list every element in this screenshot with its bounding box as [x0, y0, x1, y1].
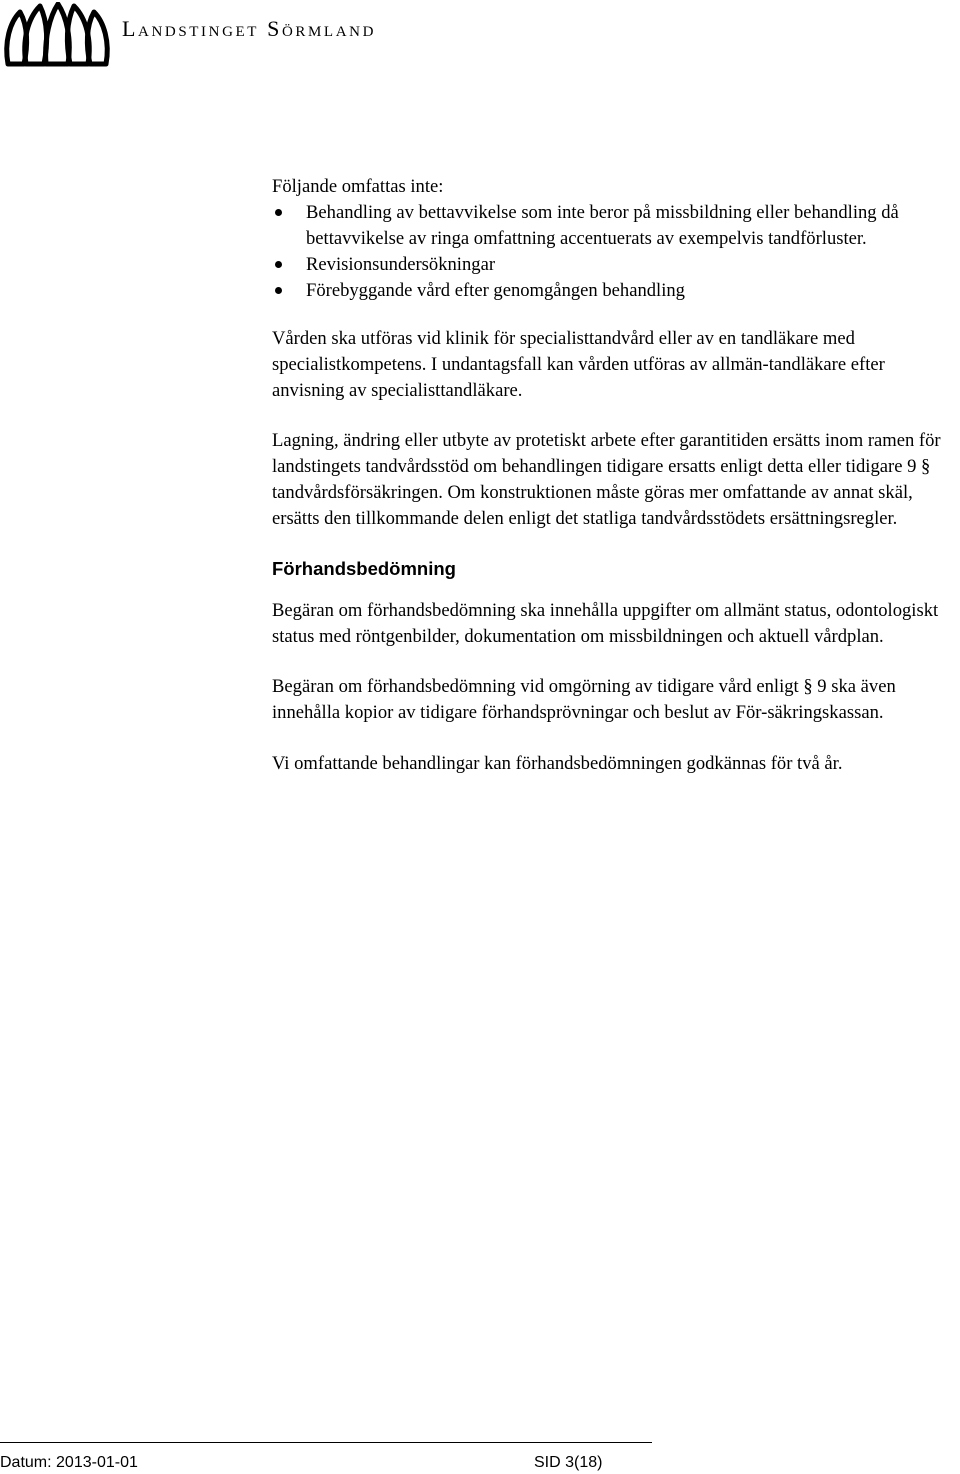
section-heading: Förhandsbedömning: [272, 558, 456, 579]
bullet-icon: [275, 287, 282, 294]
list-item-text: Förebyggande vård efter genomgången behandling: [306, 280, 685, 301]
bullet-icon: [275, 209, 282, 216]
page-header: [0, 0, 960, 70]
list-item-text: Behandling av bettavvikelse som inte beror på missbildning eller behandling då bettavvikelse av ringa omfattning accentuerats av exempelvis tandförluster.: [306, 202, 899, 249]
list-item-text: Revisionsundersökningar: [306, 254, 496, 275]
exclusion-list: [272, 200, 960, 304]
list-item: [272, 200, 960, 252]
paragraph-specialist-care: Vården ska utföras vid klinik för specialisttandvård eller av en tandläkare med specialistkompetens. I undantagsfall kan vården utföras av allmän-tandläkare efter anvisning av specialisttandläkare.: [272, 328, 885, 401]
list-item: [272, 252, 960, 278]
paragraph-prosthetic-work: Lagning, ändring eller utbyte av protetiskt arbete efter garantitiden ersätts inom ramen för landstingets tandvårdsstöd om behandlingen tidigare ersatts enligt detta eller tidigare 9 § tandvårdsförsäkringen. Om konstruktionen måste göras mer omfattande av annat skäl, ersätts den tillkommande delen enligt det statliga tandvårdsstödets ersättningsregler.: [272, 430, 941, 529]
bullet-icon: [275, 261, 282, 268]
paragraph-redo-request: Begäran om förhandsbedömning vid omgörning av tidigare vård enligt § 9 ska även innehålla kopior av tidigare förhandsprövningar och beslut av För-säkringskassan.: [272, 676, 896, 723]
footer-date: Datum: 2013-01-01: [0, 1454, 138, 1471]
paragraph-request-contents: Begäran om förhandsbedömning ska innehålla uppgifter om allmänt status, odontologiskt status med röntgenbilder, dokumentation om missbildningen och aktuell vårdplan.: [272, 600, 939, 647]
document-body: [272, 174, 960, 777]
intro-text: Följande omfattas inte:: [272, 176, 444, 197]
paragraph-approval-period: Vi omfattande behandlingar kan förhandsbedömningen godkännas för två år.: [272, 753, 843, 774]
organization-name: Landstinget Sörmland: [122, 16, 376, 41]
crown-lotus-logo-icon: [2, 2, 112, 68]
footer-divider: [0, 1442, 652, 1443]
footer-page-number: SID 3(18): [534, 1454, 603, 1471]
list-item: [272, 278, 960, 304]
